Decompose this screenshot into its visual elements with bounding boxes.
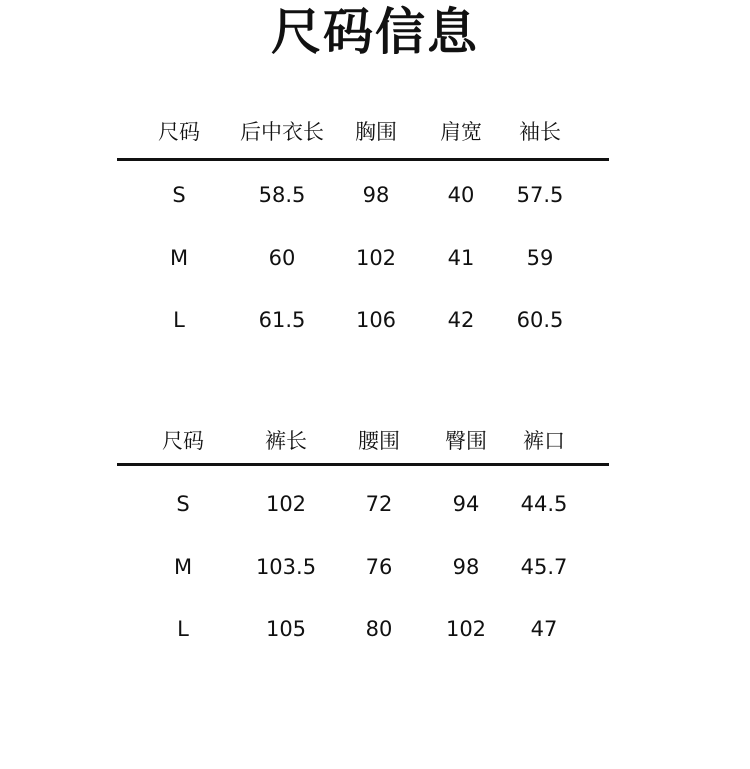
value-cell: 105	[265, 617, 307, 641]
header-leg-opening: 裤口	[523, 429, 565, 453]
header-size: 尺码	[162, 429, 204, 453]
page-title: 尺码信息	[271, 3, 479, 61]
table-row	[117, 175, 609, 215]
header-chest: 胸围	[355, 120, 397, 144]
value-cell: 98	[362, 183, 390, 207]
value-cell: 60.5	[516, 308, 564, 332]
header-sleeve: 袖长	[519, 120, 561, 144]
value-cell: 47	[530, 617, 558, 641]
header-hip: 臀围	[445, 429, 487, 453]
header-waist: 腰围	[358, 429, 400, 453]
size-cell: M	[173, 555, 193, 579]
value-cell: 45.7	[520, 555, 568, 579]
header-divider	[117, 463, 609, 466]
value-cell: 102	[355, 246, 397, 270]
value-cell: 98	[452, 555, 480, 579]
value-cell: 58.5	[258, 183, 306, 207]
value-cell: 40	[447, 183, 475, 207]
table-row	[117, 547, 609, 587]
value-cell: 61.5	[258, 308, 306, 332]
header-length: 后中衣长	[240, 120, 324, 144]
value-cell: 102	[265, 492, 307, 516]
value-cell: 60	[268, 246, 296, 270]
value-cell: 57.5	[516, 183, 564, 207]
value-cell: 42	[447, 308, 475, 332]
value-cell: 44.5	[520, 492, 568, 516]
table-row	[117, 300, 609, 340]
header-divider	[117, 158, 609, 161]
size-cell: M	[169, 246, 189, 270]
header-shoulder: 肩宽	[440, 120, 482, 144]
value-cell: 80	[365, 617, 393, 641]
header-pant-length: 裤长	[265, 429, 307, 453]
value-cell: 76	[365, 555, 393, 579]
value-cell: 94	[452, 492, 480, 516]
table-row	[117, 609, 609, 649]
value-cell: 41	[447, 246, 475, 270]
table-row	[117, 484, 609, 524]
table-header-row	[117, 421, 609, 461]
value-cell: 72	[365, 492, 393, 516]
value-cell: 106	[355, 308, 397, 332]
size-cell: L	[173, 308, 185, 332]
table-header-row	[117, 112, 609, 152]
size-cell: S	[172, 183, 186, 207]
header-size: 尺码	[158, 120, 200, 144]
value-cell: 59	[526, 246, 554, 270]
value-cell: 102	[445, 617, 487, 641]
table-row	[117, 238, 609, 278]
size-cell: L	[177, 617, 189, 641]
value-cell: 103.5	[255, 555, 317, 579]
size-cell: S	[176, 492, 190, 516]
